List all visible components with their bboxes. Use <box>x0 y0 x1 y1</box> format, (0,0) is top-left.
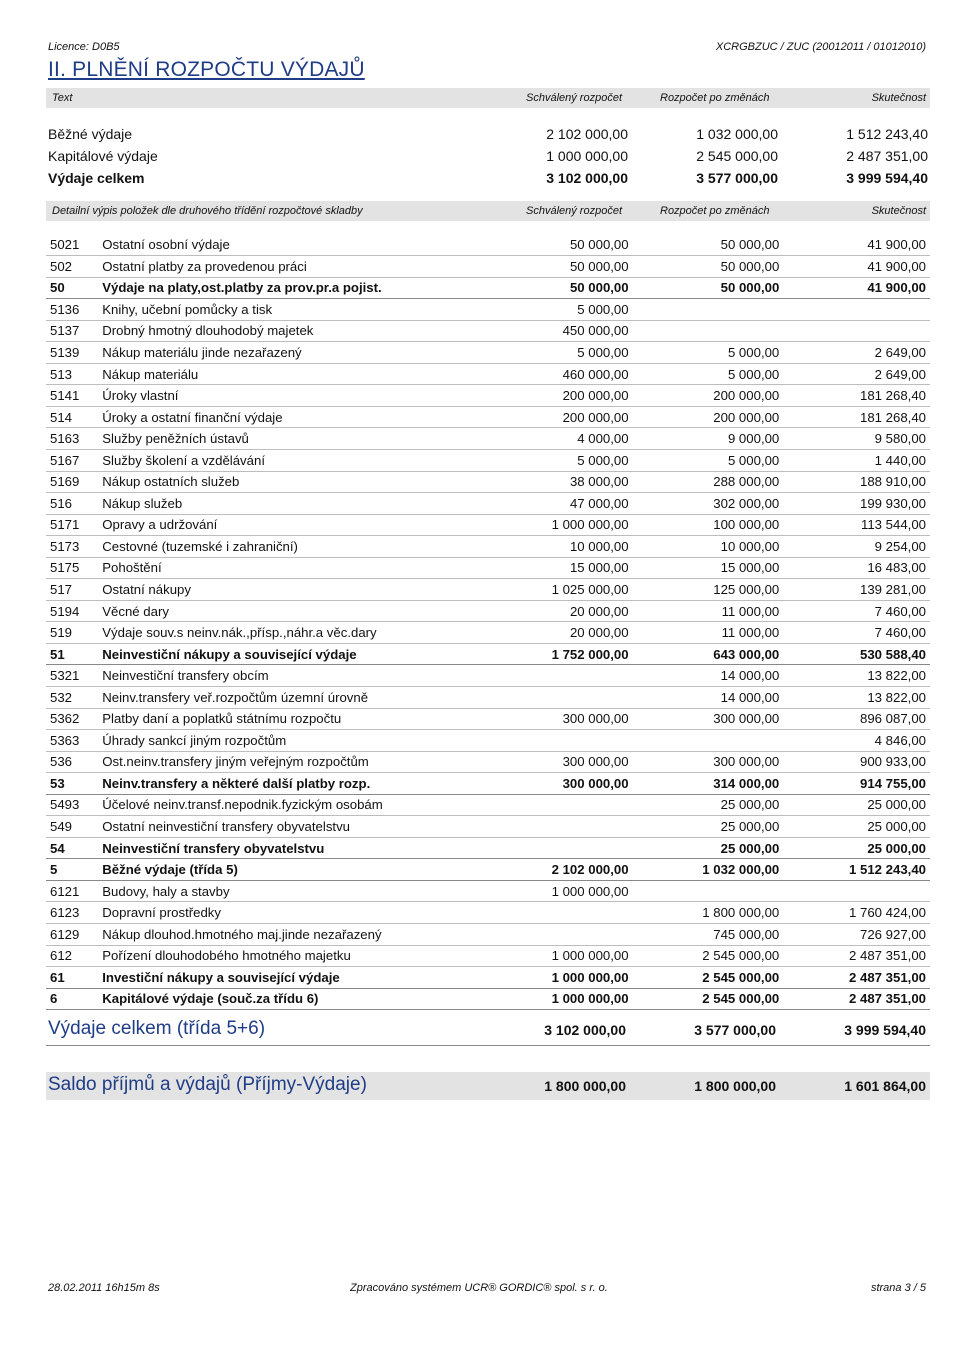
summary-name: Výdaje celkem <box>48 170 145 186</box>
detail-approved-header: Schválený rozpočet <box>526 205 622 217</box>
item-actual: 25 000,00 <box>779 794 930 816</box>
item-code: 5136 <box>46 299 102 321</box>
item-code: 513 <box>46 363 102 385</box>
item-actual: 13 822,00 <box>779 686 930 708</box>
detail-row <box>46 751 930 773</box>
item-name: Knihy, učební pomůcky a tisk <box>102 299 498 321</box>
detail-row <box>46 880 930 902</box>
item-actual: 1 440,00 <box>779 449 930 471</box>
item-actual <box>779 880 930 902</box>
item-name: Úroky vlastní <box>102 385 498 407</box>
item-code: 532 <box>46 686 102 708</box>
detail-row <box>46 622 930 644</box>
item-code: 6129 <box>46 924 102 946</box>
col-approved-header: Schválený rozpočet <box>526 92 622 104</box>
item-after-changes: 1 032 000,00 <box>629 859 780 881</box>
item-after-changes: 25 000,00 <box>629 794 780 816</box>
item-name: Běžné výdaje (třída 5) <box>102 859 498 881</box>
item-approved <box>498 924 629 946</box>
saldo-after-changes: 1 800 000,00 <box>694 1078 776 1094</box>
item-code: 5175 <box>46 557 102 579</box>
item-approved: 200 000,00 <box>498 406 629 428</box>
item-name: Nákup služeb <box>102 493 498 515</box>
item-name: Účelové neinv.transf.nepodnik.fyzickým osobám <box>102 794 498 816</box>
summary-row <box>48 167 928 189</box>
item-approved <box>498 686 629 708</box>
item-code: 536 <box>46 751 102 773</box>
item-actual: 139 281,00 <box>779 579 930 601</box>
saldo-row <box>46 1072 930 1100</box>
detail-row <box>46 686 930 708</box>
detail-total-row <box>46 643 930 665</box>
item-approved: 300 000,00 <box>498 751 629 773</box>
item-actual: 2 487 351,00 <box>779 967 930 989</box>
item-approved: 1 000 000,00 <box>498 945 629 967</box>
detail-row <box>46 945 930 967</box>
item-after-changes: 50 000,00 <box>629 277 780 299</box>
item-actual: 188 910,00 <box>779 471 930 493</box>
item-code: 5 <box>46 859 102 881</box>
item-name: Neinvestiční transfery obyvatelstvu <box>102 837 498 859</box>
item-after-changes: 200 000,00 <box>629 385 780 407</box>
item-actual <box>779 299 930 321</box>
item-code: 5169 <box>46 471 102 493</box>
item-after-changes: 5 000,00 <box>629 342 780 364</box>
item-code: 5321 <box>46 665 102 687</box>
item-code: 5167 <box>46 449 102 471</box>
grand-total-actual: 3 999 594,40 <box>844 1022 926 1038</box>
item-name: Výdaje na platy,ost.platby za prov.pr.a pojist. <box>102 277 498 299</box>
item-approved: 460 000,00 <box>498 363 629 385</box>
item-actual: 4 846,00 <box>779 730 930 752</box>
item-code: 5173 <box>46 536 102 558</box>
detail-row <box>46 665 930 687</box>
item-name: Budovy, haly a stavby <box>102 880 498 902</box>
detail-total-row <box>46 859 930 881</box>
summary-actual: 3 999 594,40 <box>846 170 928 186</box>
item-code: 549 <box>46 816 102 838</box>
item-actual: 896 087,00 <box>779 708 930 730</box>
detail-row <box>46 816 930 838</box>
item-actual <box>779 320 930 342</box>
item-code: 5362 <box>46 708 102 730</box>
detail-table <box>46 234 930 1010</box>
item-name: Služby školení a vzdělávání <box>102 449 498 471</box>
item-after-changes: 5 000,00 <box>629 363 780 385</box>
detail-row <box>46 428 930 450</box>
detail-row <box>46 449 930 471</box>
detail-row <box>46 708 930 730</box>
item-approved: 1 752 000,00 <box>498 643 629 665</box>
item-code: 5021 <box>46 234 102 256</box>
item-approved: 4 000,00 <box>498 428 629 450</box>
item-name: Pohoštění <box>102 557 498 579</box>
detail-total-row <box>46 277 930 299</box>
item-name: Služby peněžních ústavů <box>102 428 498 450</box>
item-approved: 300 000,00 <box>498 708 629 730</box>
summary-after-changes: 3 577 000,00 <box>696 170 778 186</box>
item-actual: 1 760 424,00 <box>779 902 930 924</box>
item-actual: 2 649,00 <box>779 342 930 364</box>
item-after-changes: 9 000,00 <box>629 428 780 450</box>
item-after-changes: 2 545 000,00 <box>629 988 780 1010</box>
item-approved <box>498 837 629 859</box>
saldo-label: Saldo příjmů a výdajů (Příjmy-Výdaje) <box>48 1074 367 1095</box>
item-actual: 16 483,00 <box>779 557 930 579</box>
detail-row <box>46 342 930 364</box>
item-name: Pořízení dlouhodobého hmotného majetku <box>102 945 498 967</box>
item-name: Úroky a ostatní finanční výdaje <box>102 406 498 428</box>
licence-label: Licence: D0B5 <box>48 41 120 53</box>
item-after-changes: 50 000,00 <box>629 256 780 278</box>
item-after-changes: 50 000,00 <box>629 234 780 256</box>
item-actual: 41 900,00 <box>779 256 930 278</box>
item-actual: 199 930,00 <box>779 493 930 515</box>
page-title: II. PLNĚNÍ ROZPOČTU VÝDAJŮ <box>48 58 365 81</box>
item-code: 6 <box>46 988 102 1010</box>
item-approved <box>498 902 629 924</box>
detail-after-changes-header: Rozpočet po změnách <box>660 205 770 217</box>
detail-row <box>46 320 930 342</box>
item-actual: 181 268,40 <box>779 385 930 407</box>
item-name: Cestovné (tuzemské i zahraniční) <box>102 536 498 558</box>
item-approved: 1 000 000,00 <box>498 988 629 1010</box>
summary-actual: 2 487 351,00 <box>846 148 928 164</box>
item-after-changes: 11 000,00 <box>629 622 780 644</box>
item-approved <box>498 730 629 752</box>
item-name: Drobný hmotný dlouhodobý majetek <box>102 320 498 342</box>
item-code: 502 <box>46 256 102 278</box>
item-after-changes: 11 000,00 <box>629 600 780 622</box>
item-name: Neinvestiční transfery obcím <box>102 665 498 687</box>
detail-header-band <box>46 201 930 221</box>
item-name: Výdaje souv.s neinv.nák.,přísp.,náhr.a věc.dary <box>102 622 498 644</box>
item-approved: 200 000,00 <box>498 385 629 407</box>
item-name: Platby daní a poplatků státnímu rozpočtu <box>102 708 498 730</box>
item-approved: 20 000,00 <box>498 600 629 622</box>
item-actual: 530 588,40 <box>779 643 930 665</box>
item-code: 612 <box>46 945 102 967</box>
summary-row <box>48 145 928 167</box>
item-name: Neinv.transfery veř.rozpočtům územní úrovně <box>102 686 498 708</box>
item-after-changes: 100 000,00 <box>629 514 780 536</box>
item-approved: 300 000,00 <box>498 773 629 795</box>
detail-row <box>46 924 930 946</box>
item-actual: 1 512 243,40 <box>779 859 930 881</box>
item-after-changes: 300 000,00 <box>629 751 780 773</box>
item-code: 517 <box>46 579 102 601</box>
item-approved: 50 000,00 <box>498 256 629 278</box>
item-name: Úhrady sankcí jiným rozpočtům <box>102 730 498 752</box>
item-after-changes: 14 000,00 <box>629 665 780 687</box>
item-approved: 1 000 000,00 <box>498 880 629 902</box>
detail-row <box>46 600 930 622</box>
detail-row <box>46 557 930 579</box>
col-actual-header: Skutečnost <box>871 92 926 104</box>
item-code: 5171 <box>46 514 102 536</box>
item-actual: 7 460,00 <box>779 600 930 622</box>
item-code: 61 <box>46 967 102 989</box>
item-code: 6123 <box>46 902 102 924</box>
item-actual: 9 254,00 <box>779 536 930 558</box>
item-actual: 2 487 351,00 <box>779 988 930 1010</box>
grand-total-after-changes: 3 577 000,00 <box>694 1022 776 1038</box>
item-code: 5163 <box>46 428 102 450</box>
item-code: 53 <box>46 773 102 795</box>
item-actual: 113 544,00 <box>779 514 930 536</box>
item-actual: 9 580,00 <box>779 428 930 450</box>
item-code: 51 <box>46 643 102 665</box>
item-name: Opravy a udržování <box>102 514 498 536</box>
report-code: XCRGBZUC / ZUC (20012011 / 01012010) <box>715 41 926 53</box>
summary-after-changes: 1 032 000,00 <box>696 126 778 142</box>
item-after-changes: 1 800 000,00 <box>629 902 780 924</box>
item-name: Ostatní platby za provedenou práci <box>102 256 498 278</box>
footer-page: strana 3 / 5 <box>870 1282 926 1294</box>
item-after-changes <box>629 320 780 342</box>
detail-text-header: Detailní výpis položek dle druhového třídění rozpočtové skladby <box>52 205 363 217</box>
item-approved <box>498 816 629 838</box>
item-name: Kapitálové výdaje (souč.za třídu 6) <box>102 988 498 1010</box>
item-name: Nákup materiálu <box>102 363 498 385</box>
detail-total-row <box>46 773 930 795</box>
item-approved: 2 102 000,00 <box>498 859 629 881</box>
summary-after-changes: 2 545 000,00 <box>696 148 778 164</box>
detail-row <box>46 406 930 428</box>
item-code: 5141 <box>46 385 102 407</box>
item-code: 516 <box>46 493 102 515</box>
item-after-changes: 25 000,00 <box>629 837 780 859</box>
item-actual: 900 933,00 <box>779 751 930 773</box>
detail-total-row <box>46 988 930 1010</box>
item-code: 514 <box>46 406 102 428</box>
item-after-changes <box>629 730 780 752</box>
item-after-changes: 200 000,00 <box>629 406 780 428</box>
item-name: Neinv.transfery a některé další platby rozp. <box>102 773 498 795</box>
item-after-changes: 643 000,00 <box>629 643 780 665</box>
item-code: 5493 <box>46 794 102 816</box>
item-code: 54 <box>46 837 102 859</box>
item-approved: 15 000,00 <box>498 557 629 579</box>
item-after-changes: 288 000,00 <box>629 471 780 493</box>
summary-row <box>48 123 928 145</box>
item-name: Investiční nákupy a související výdaje <box>102 967 498 989</box>
item-approved: 1 025 000,00 <box>498 579 629 601</box>
item-approved: 20 000,00 <box>498 622 629 644</box>
item-after-changes: 15 000,00 <box>629 557 780 579</box>
detail-row <box>46 579 930 601</box>
item-after-changes: 745 000,00 <box>629 924 780 946</box>
item-approved: 1 000 000,00 <box>498 967 629 989</box>
item-after-changes <box>629 299 780 321</box>
item-after-changes: 2 545 000,00 <box>629 967 780 989</box>
item-approved: 50 000,00 <box>498 234 629 256</box>
detail-row <box>46 536 930 558</box>
item-approved: 1 000 000,00 <box>498 514 629 536</box>
item-name: Nákup materiálu jinde nezařazený <box>102 342 498 364</box>
item-after-changes: 302 000,00 <box>629 493 780 515</box>
saldo-approved: 1 800 000,00 <box>544 1078 626 1094</box>
col-after-changes-header: Rozpočet po změnách <box>660 92 770 104</box>
item-code: 5194 <box>46 600 102 622</box>
detail-row <box>46 514 930 536</box>
item-approved: 38 000,00 <box>498 471 629 493</box>
item-name: Ostatní osobní výdaje <box>102 234 498 256</box>
detail-row <box>46 794 930 816</box>
detail-actual-header: Skutečnost <box>871 205 926 217</box>
item-name: Ostatní neinvestiční transfery obyvatelstvu <box>102 816 498 838</box>
detail-total-row <box>46 967 930 989</box>
detail-row <box>46 902 930 924</box>
detail-row <box>46 299 930 321</box>
col-text-header: Text <box>52 92 73 104</box>
grand-total-label: Výdaje celkem (třída 5+6) <box>48 1018 266 1039</box>
summary-header-band <box>46 88 930 108</box>
item-actual: 2 487 351,00 <box>779 945 930 967</box>
detail-row <box>46 471 930 493</box>
item-actual: 914 755,00 <box>779 773 930 795</box>
detail-total-row <box>46 837 930 859</box>
item-code: 519 <box>46 622 102 644</box>
item-code: 6121 <box>46 880 102 902</box>
item-name: Dopravní prostředky <box>102 902 498 924</box>
item-after-changes <box>629 880 780 902</box>
detail-row <box>46 385 930 407</box>
detail-row <box>46 493 930 515</box>
item-after-changes: 2 545 000,00 <box>629 945 780 967</box>
saldo-actual: 1 601 864,00 <box>844 1078 926 1094</box>
item-actual: 2 649,00 <box>779 363 930 385</box>
item-after-changes: 314 000,00 <box>629 773 780 795</box>
detail-row <box>46 730 930 752</box>
item-actual: 25 000,00 <box>779 816 930 838</box>
detail-row <box>46 363 930 385</box>
summary-name: Kapitálové výdaje <box>48 148 158 164</box>
item-actual: 726 927,00 <box>779 924 930 946</box>
item-name: Věcné dary <box>102 600 498 622</box>
item-actual: 7 460,00 <box>779 622 930 644</box>
item-actual: 41 900,00 <box>779 234 930 256</box>
summary-approved: 3 102 000,00 <box>546 170 628 186</box>
item-name: Nákup ostatních služeb <box>102 471 498 493</box>
item-after-changes: 10 000,00 <box>629 536 780 558</box>
summary-name: Běžné výdaje <box>48 126 133 142</box>
item-approved: 5 000,00 <box>498 449 629 471</box>
item-approved: 47 000,00 <box>498 493 629 515</box>
item-after-changes: 14 000,00 <box>629 686 780 708</box>
grand-total-row <box>46 1016 930 1046</box>
item-actual: 25 000,00 <box>779 837 930 859</box>
summary-actual: 1 512 243,40 <box>846 126 928 142</box>
summary-table <box>48 123 928 189</box>
item-actual: 41 900,00 <box>779 277 930 299</box>
item-approved <box>498 665 629 687</box>
item-name: Nákup dlouhod.hmotného maj.jinde nezařazený <box>102 924 498 946</box>
item-code: 5139 <box>46 342 102 364</box>
item-after-changes: 300 000,00 <box>629 708 780 730</box>
footer-system: Zpracováno systémem UCR® GORDIC® spol. s r. o. <box>350 1282 608 1294</box>
item-approved: 5 000,00 <box>498 299 629 321</box>
item-approved: 450 000,00 <box>498 320 629 342</box>
item-code: 5363 <box>46 730 102 752</box>
item-after-changes: 5 000,00 <box>629 449 780 471</box>
detail-row <box>46 234 930 256</box>
item-approved <box>498 794 629 816</box>
detail-row <box>46 256 930 278</box>
item-approved: 5 000,00 <box>498 342 629 364</box>
summary-approved: 1 000 000,00 <box>546 148 628 164</box>
item-actual: 13 822,00 <box>779 665 930 687</box>
grand-total-approved: 3 102 000,00 <box>544 1022 626 1038</box>
item-name: Neinvestiční nákupy a související výdaje <box>102 643 498 665</box>
item-after-changes: 125 000,00 <box>629 579 780 601</box>
item-code: 50 <box>46 277 102 299</box>
item-name: Ost.neinv.transfery jiným veřejným rozpočtům <box>102 751 498 773</box>
item-approved: 10 000,00 <box>498 536 629 558</box>
summary-approved: 2 102 000,00 <box>546 126 628 142</box>
item-approved: 50 000,00 <box>498 277 629 299</box>
footer-timestamp: 28.02.2011 16h15m 8s <box>48 1282 160 1294</box>
item-name: Ostatní nákupy <box>102 579 498 601</box>
item-code: 5137 <box>46 320 102 342</box>
item-after-changes: 25 000,00 <box>629 816 780 838</box>
item-actual: 181 268,40 <box>779 406 930 428</box>
